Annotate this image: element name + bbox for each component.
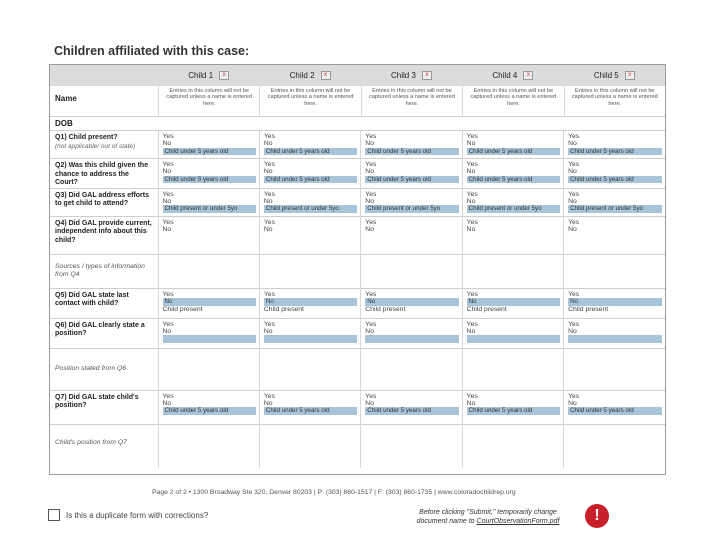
option-no[interactable]: No — [162, 140, 172, 148]
option-no[interactable]: No — [466, 225, 476, 233]
q4-label: Q4) Did GAL provide current, independent info about this child? — [50, 216, 158, 254]
option-yes[interactable]: Yes — [365, 392, 377, 400]
remove-child-3-button[interactable]: x — [422, 71, 432, 80]
child-4-q7-options — [462, 390, 563, 424]
child-2-q1-options — [259, 131, 360, 159]
child-2-q7-options — [259, 390, 360, 424]
option-yes[interactable]: Yes — [365, 290, 377, 298]
option-no[interactable]: No — [568, 298, 662, 306]
option-child-present[interactable]: Child present — [466, 305, 507, 313]
option-yes[interactable]: Yes — [162, 190, 174, 198]
child-1-header — [158, 65, 259, 86]
option-yes[interactable]: Yes — [568, 133, 580, 140]
child-1-position-field[interactable] — [158, 348, 259, 390]
child-3-q5-options — [361, 288, 462, 318]
page-footer: Page 2 of 2 • 1300 Broadway Ste 320, Denver 80203 | P: (303) 860-1517 | F: (303) 860-1735 | www.coloradochildrep.org — [152, 489, 516, 496]
child-1-label: Child 1 — [188, 71, 214, 80]
child-1-q4-options — [158, 216, 259, 254]
option-under-5[interactable]: Child under 5 years old — [365, 148, 458, 156]
option-no[interactable]: No — [466, 197, 476, 205]
child-4-sources-field[interactable] — [462, 254, 563, 288]
child-2-dob-field[interactable] — [259, 117, 360, 131]
child-5-q5-options — [564, 288, 665, 318]
child-4-header — [462, 65, 563, 86]
option-yes[interactable]: Yes — [162, 218, 174, 226]
child-4-position-field[interactable] — [462, 348, 563, 390]
child-1-q5-options — [158, 288, 259, 318]
child-4-q3-options — [462, 188, 563, 216]
option-no[interactable]: No — [365, 225, 374, 233]
option-no[interactable]: No — [365, 298, 458, 306]
child-5-position-field[interactable] — [564, 348, 665, 390]
alert-icon: ! — [585, 504, 609, 528]
child-3-name-field[interactable] — [361, 86, 462, 117]
option-no[interactable]: No — [365, 197, 374, 205]
option-yes[interactable]: Yes — [568, 392, 580, 400]
child-5-dob-field[interactable] — [564, 117, 665, 131]
option-no[interactable]: No — [466, 327, 476, 335]
child-4-q4-options — [462, 216, 563, 254]
option-no[interactable]: No — [568, 399, 577, 407]
option-yes[interactable]: Yes — [466, 290, 478, 298]
duplicate-label: Is this a duplicate form with corrections? — [66, 510, 209, 520]
option-child-present[interactable]: Child present — [365, 305, 406, 313]
remove-child-1-button[interactable]: x — [219, 71, 229, 80]
option-yes[interactable]: Yes — [263, 190, 275, 198]
option-yes[interactable]: Yes — [263, 133, 275, 140]
option-under-5[interactable]: Child under 5 years old — [467, 407, 560, 415]
child-2-q4-options — [259, 216, 360, 254]
child-4-q6-options — [462, 318, 563, 348]
option-under-5[interactable]: Child under 5 years old — [365, 407, 458, 415]
submit-note-filename: CourtObservationForm.pdf — [476, 518, 560, 525]
child-5-q1-options — [564, 131, 665, 159]
child-5-q2-options — [564, 159, 665, 189]
option-yes[interactable]: Yes — [162, 133, 174, 140]
position-row — [50, 348, 665, 390]
q1-label: Q1) Child present? (not applicable/ out of state) — [50, 131, 158, 159]
option-under-5[interactable]: Child under 5 years old — [264, 148, 357, 156]
name-label: Name — [55, 94, 77, 103]
option-yes[interactable]: Yes — [263, 218, 275, 226]
option-under-5[interactable]: Child under 5 years old — [264, 176, 357, 184]
submit-note-line1: Before clicking "Submit," temporarily change — [419, 509, 557, 516]
option-under-5[interactable]: Child under 5 years old — [264, 407, 357, 415]
child-5-sources-field[interactable] — [564, 254, 665, 288]
q1-row — [50, 131, 665, 159]
child-3-q6-options — [361, 318, 462, 348]
child-3-childs-position-field[interactable] — [361, 424, 462, 468]
option-yes[interactable]: Yes — [263, 290, 275, 298]
childs-position-row — [50, 424, 665, 468]
option-no[interactable]: No — [263, 140, 273, 148]
option-yes[interactable]: Yes — [568, 218, 580, 226]
child-1-sources-field[interactable] — [158, 254, 259, 288]
child-2-q5-options — [259, 288, 360, 318]
child-5-name-field[interactable] — [564, 86, 665, 117]
option-no[interactable]: No — [466, 140, 476, 148]
q3-row — [50, 188, 665, 216]
child-1-q2-options — [158, 159, 259, 189]
option-yes[interactable]: Yes — [365, 133, 377, 140]
child-3-dob-field[interactable] — [361, 117, 462, 131]
option-no[interactable]: No — [263, 197, 273, 205]
option-yes[interactable]: Yes — [568, 161, 580, 168]
child-4-dob-field[interactable] — [462, 117, 563, 131]
childs-position-label: Child's position from Q7 — [50, 424, 158, 468]
option-yes[interactable]: Yes — [568, 320, 580, 328]
option-child-present[interactable]: Child present — [568, 305, 609, 313]
option-present-or-under-5[interactable]: Child present or under 5yo — [264, 205, 357, 213]
q5-label: Q5) Did GAL state last contact with child? — [50, 288, 158, 318]
q4-row — [50, 216, 665, 254]
child-4-q5-options — [462, 288, 563, 318]
duplicate-form-question — [48, 509, 208, 521]
option-no[interactable]: No — [466, 399, 476, 407]
option-no[interactable]: No — [365, 327, 374, 335]
sources-row — [50, 254, 665, 288]
child-1-childs-position-field[interactable] — [158, 424, 259, 468]
option-yes[interactable]: Yes — [568, 290, 580, 298]
q3-label: Q3) Did GAL address efforts to get child to attend? — [50, 188, 158, 216]
option-yes[interactable]: Yes — [365, 161, 377, 168]
dob-label: DOB — [50, 117, 158, 131]
option-blank[interactable] — [365, 335, 458, 343]
option-child-present[interactable]: Child present — [162, 305, 203, 313]
option-yes[interactable]: Yes — [263, 161, 275, 168]
option-blank[interactable] — [467, 335, 560, 343]
option-yes[interactable]: Yes — [162, 290, 174, 298]
child-3-header — [361, 65, 462, 86]
option-present-or-under-5[interactable]: Child present or under 5yo — [163, 205, 256, 213]
option-no[interactable]: No — [568, 197, 577, 205]
q2-label: Q2) Was this child given the chance to address the Court? — [50, 159, 158, 189]
option-no[interactable]: No — [467, 298, 560, 306]
child-3-q4-options — [361, 216, 462, 254]
dob-row — [50, 117, 665, 131]
option-yes[interactable]: Yes — [466, 161, 478, 168]
child-5-childs-position-field[interactable] — [564, 424, 665, 468]
option-no[interactable]: No — [568, 140, 577, 148]
q6-row — [50, 318, 665, 348]
option-under-5[interactable]: Child under 5 years old — [568, 176, 662, 184]
option-no[interactable]: No — [162, 225, 172, 233]
option-yes[interactable]: Yes — [466, 320, 478, 328]
option-yes[interactable]: Yes — [365, 190, 377, 198]
child-2-q6-options — [259, 318, 360, 348]
header-corner — [50, 65, 158, 86]
child-1-q6-options — [158, 318, 259, 348]
children-table-frame — [49, 64, 666, 475]
q5-row — [50, 288, 665, 318]
remove-child-5-button[interactable]: x — [625, 71, 635, 80]
option-no[interactable]: No — [568, 327, 577, 335]
child-2-q3-options — [259, 188, 360, 216]
child-4-q1-options — [462, 131, 563, 159]
option-no[interactable]: No — [162, 399, 172, 407]
child-5-q4-options — [564, 216, 665, 254]
q7-label: Q7) Did GAL state child's position? — [50, 390, 158, 424]
name-note: Entries in this column will not be captured unless a name is entered here. — [259, 86, 360, 116]
child-3-label: Child 3 — [391, 71, 416, 80]
q2-row — [50, 159, 665, 189]
name-note: Entries in this column will not be captured unless a name is entered here. — [361, 86, 462, 116]
child-1-q7-options — [158, 390, 259, 424]
option-under-5[interactable]: Child under 5 years old — [467, 148, 560, 156]
option-yes[interactable]: Yes — [466, 133, 478, 140]
option-under-5[interactable]: Child under 5 years old — [568, 407, 662, 415]
name-note: Entries in this column will not be captured unless a name is entered here. — [462, 86, 563, 116]
child-5-q7-options — [564, 390, 665, 424]
child-3-q3-options — [361, 188, 462, 216]
child-2-position-field[interactable] — [259, 348, 360, 390]
option-blank[interactable] — [163, 335, 256, 343]
name-row — [50, 86, 665, 117]
child-4-q2-options — [462, 159, 563, 189]
option-present-or-under-5[interactable]: Child present or under 5yo — [365, 205, 458, 213]
option-yes[interactable]: Yes — [263, 320, 275, 328]
child-5-q6-options — [564, 318, 665, 348]
child-3-sources-field[interactable] — [361, 254, 462, 288]
remove-child-2-button[interactable]: x — [321, 71, 331, 80]
option-yes[interactable]: Yes — [263, 392, 275, 400]
option-under-5[interactable]: Child under 5 years old — [467, 176, 560, 184]
option-present-or-under-5[interactable]: Child present or under 5yo — [568, 205, 662, 213]
child-3-q7-options — [361, 390, 462, 424]
option-blank[interactable] — [264, 335, 357, 343]
child-4-childs-position-field[interactable] — [462, 424, 563, 468]
child-1-dob-field[interactable] — [158, 117, 259, 131]
child-5-header — [564, 65, 665, 86]
children-table — [50, 65, 665, 468]
option-no[interactable]: No — [568, 225, 577, 233]
option-no[interactable]: No — [365, 140, 374, 148]
option-under-5[interactable]: Child under 5 years old — [163, 148, 256, 156]
option-no[interactable]: No — [365, 399, 374, 407]
child-5-label: Child 5 — [593, 71, 619, 80]
position-label: Position stated from Q6 — [50, 348, 158, 390]
page-title: Children affiliated with this case: — [54, 44, 250, 58]
option-yes[interactable]: Yes — [466, 218, 478, 226]
submit-note — [400, 508, 576, 526]
option-yes[interactable]: Yes — [568, 190, 580, 198]
option-yes[interactable]: Yes — [162, 320, 174, 328]
option-no[interactable]: No — [163, 298, 256, 306]
option-yes[interactable]: Yes — [466, 392, 478, 400]
header-row — [50, 65, 665, 86]
child-4-name-field[interactable] — [462, 86, 563, 117]
remove-child-4-button[interactable]: x — [523, 71, 533, 80]
q6-label: Q6) Did GAL clearly state a position? — [50, 318, 158, 348]
sources-label: Sources / types of information from Q4 — [50, 254, 158, 288]
q7-row — [50, 390, 665, 424]
option-no[interactable]: No — [263, 225, 273, 233]
option-yes[interactable]: Yes — [365, 218, 377, 226]
name-note: Entries in this column will not be captured unless a name is entered here. — [564, 86, 665, 116]
child-1-name-field[interactable] — [158, 86, 259, 117]
child-2-header — [259, 65, 360, 86]
option-no[interactable]: No — [264, 298, 357, 306]
option-blank[interactable] — [568, 335, 662, 343]
child-3-q2-options — [361, 159, 462, 189]
option-under-5[interactable]: Child under 5 years old — [365, 176, 458, 184]
child-3-position-field[interactable] — [361, 348, 462, 390]
child-5-q3-options — [564, 188, 665, 216]
option-under-5[interactable]: Child under 5 years old — [163, 407, 256, 415]
option-under-5[interactable]: Child under 5 years old — [568, 148, 662, 156]
option-no[interactable]: No — [263, 327, 273, 335]
option-no[interactable]: No — [263, 399, 273, 407]
child-1-q3-options — [158, 188, 259, 216]
submit-note-line2: document name to CourtObservationForm.pdf — [416, 518, 560, 525]
child-3-q1-options — [361, 131, 462, 159]
option-under-5[interactable]: Child under 5 years old — [163, 176, 256, 184]
child-2-sources-field[interactable] — [259, 254, 360, 288]
name-note: Entries in this column will not be captured unless a name is entered here. — [158, 86, 259, 116]
option-yes[interactable]: Yes — [162, 161, 174, 168]
child-1-q1-options — [158, 131, 259, 159]
option-yes[interactable]: Yes — [466, 190, 478, 198]
option-no[interactable]: No — [568, 168, 577, 176]
option-no[interactable]: No — [466, 168, 476, 176]
child-4-label: Child 4 — [492, 71, 518, 80]
option-yes[interactable]: Yes — [365, 320, 377, 328]
option-no[interactable]: No — [365, 168, 374, 176]
child-2-label: Child 2 — [289, 71, 315, 80]
option-no[interactable]: No — [162, 168, 172, 176]
q1-sublabel: (not applicable/ out of state) — [55, 142, 136, 150]
option-yes[interactable]: Yes — [162, 392, 174, 400]
child-2-q2-options — [259, 159, 360, 189]
duplicate-checkbox[interactable] — [48, 509, 60, 521]
option-present-or-under-5[interactable]: Child present or under 5yo — [467, 205, 560, 213]
option-no[interactable]: No — [162, 197, 172, 205]
option-child-present[interactable]: Child present — [263, 305, 304, 313]
option-no[interactable]: No — [263, 168, 273, 176]
child-2-name-field[interactable] — [259, 86, 360, 117]
child-2-childs-position-field[interactable] — [259, 424, 360, 468]
option-no[interactable]: No — [162, 327, 172, 335]
